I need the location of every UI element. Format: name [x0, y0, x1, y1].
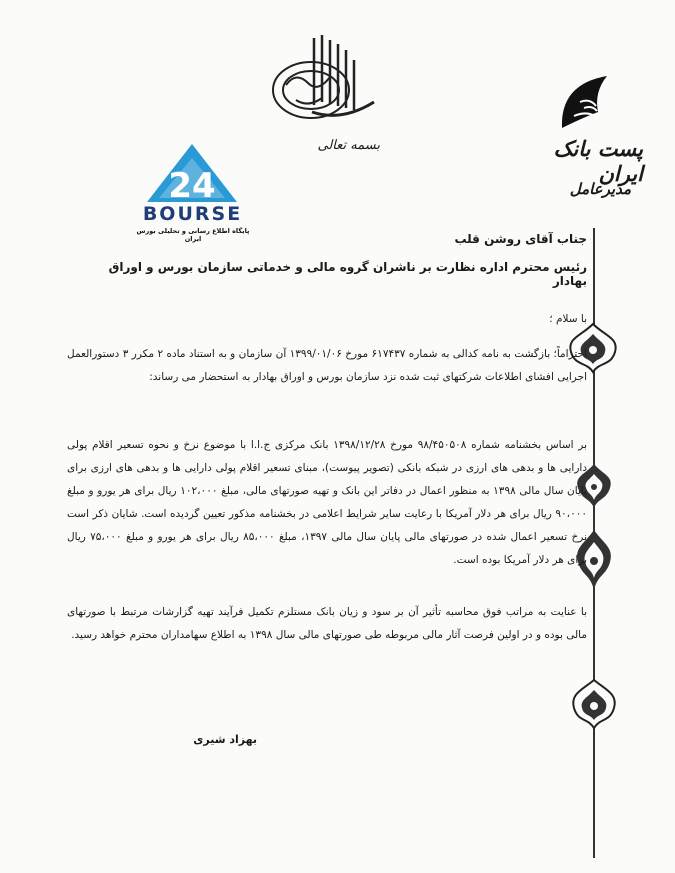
basmala-calligraphy-emblem — [266, 30, 386, 125]
addressee-title: رئیس محترم اداره نظارت بر ناشران گروه مالی و خدماتی سازمان بورس و اوراق بهادار — [108, 260, 587, 288]
greeting: با سلام ؛ — [549, 313, 587, 325]
paragraph-intro: احتراماً؛ بازگشت به نامه کدالی به شماره ۶۱۷۴۳۷ مورخ ۱۳۹۹/۰۱/۰۶ آن سازمان و به استناد ماده ۲ مکرر ۳ دستورالعمل اجرایی افشای اطلاعات شرکتهای ثبت شده نزد سازمان بورس و اوراق بهادار به استحضار می رساند: — [67, 348, 587, 383]
post-bank-logo — [552, 72, 632, 134]
signer-name: بهزاد شیری — [193, 733, 257, 746]
bourse-subtitle: پایگاه اطلاع رسانی و تحلیلی بورس ایران — [136, 227, 250, 243]
paragraph-exchange-rates: بر اساس بخشنامه شماره ۹۸/۴۵۰۵۰۸ مورخ ۱۳۹۸/۱۲/۲۸ بانک مرکزی ج.ا.ا با موضوع نرخ و نحوه تسعیر اقلام پولی دارایی ها و بدهی های ارزی در شبکه بانکی (تصویر پیوست)، مبنای تسعیر اقلام پولی دارایی ها و بدهی های ارزی برای پایان سال مالی ۱۳۹۸ به منظور اعمال در دفاتر این بانک و تهیه صورتهای مالی، مبلغ ۱۰۲،۰۰۰ ریال برای هر یورو و مبلغ ۹۰،۰۰۰ ریال برای هر دلار آمریکا با رعایت سایر شرایط اعلامی در بخشنامه مذکور تعیین گردیده است. شایان ذکر است نرخ تسعیر اعمال شده در صورتهای مالی پایان سال مالی ۱۳۹۷، مبلغ ۸۵،۰۰۰ ریال برای هر یورو و مبلغ ۷۵،۰۰۰ ریال برای هر دلار آمریکا بوده است. — [67, 439, 587, 566]
bourse-logo-number: 24 — [168, 166, 216, 204]
paragraph-conclusion: با عنایت به مراتب فوق محاسبه تأثیر آن بر سود و زیان بانک مستلزم تکمیل فرآیند تهیه گزارشات مرتبط با صورتهای مالی بوده و در اولین فرصت آثار مالی مربوطه طی صورتهای مالی سال ۱۳۹۸ به اطلاع سهامداران محترم خواهد رسید. — [67, 606, 587, 641]
bank-name: پست بانک ایران — [553, 136, 643, 186]
basmala-caption: بسمه تعالی — [317, 138, 380, 153]
ornament-bottom-icon — [568, 678, 620, 730]
bank-position: مدیرعامل — [569, 180, 631, 198]
addressee-line: جناب آقای روشن قلب — [454, 232, 587, 246]
bourse-wordmark: BOURSE — [142, 203, 243, 225]
bourse-24-logo-icon — [145, 142, 240, 204]
